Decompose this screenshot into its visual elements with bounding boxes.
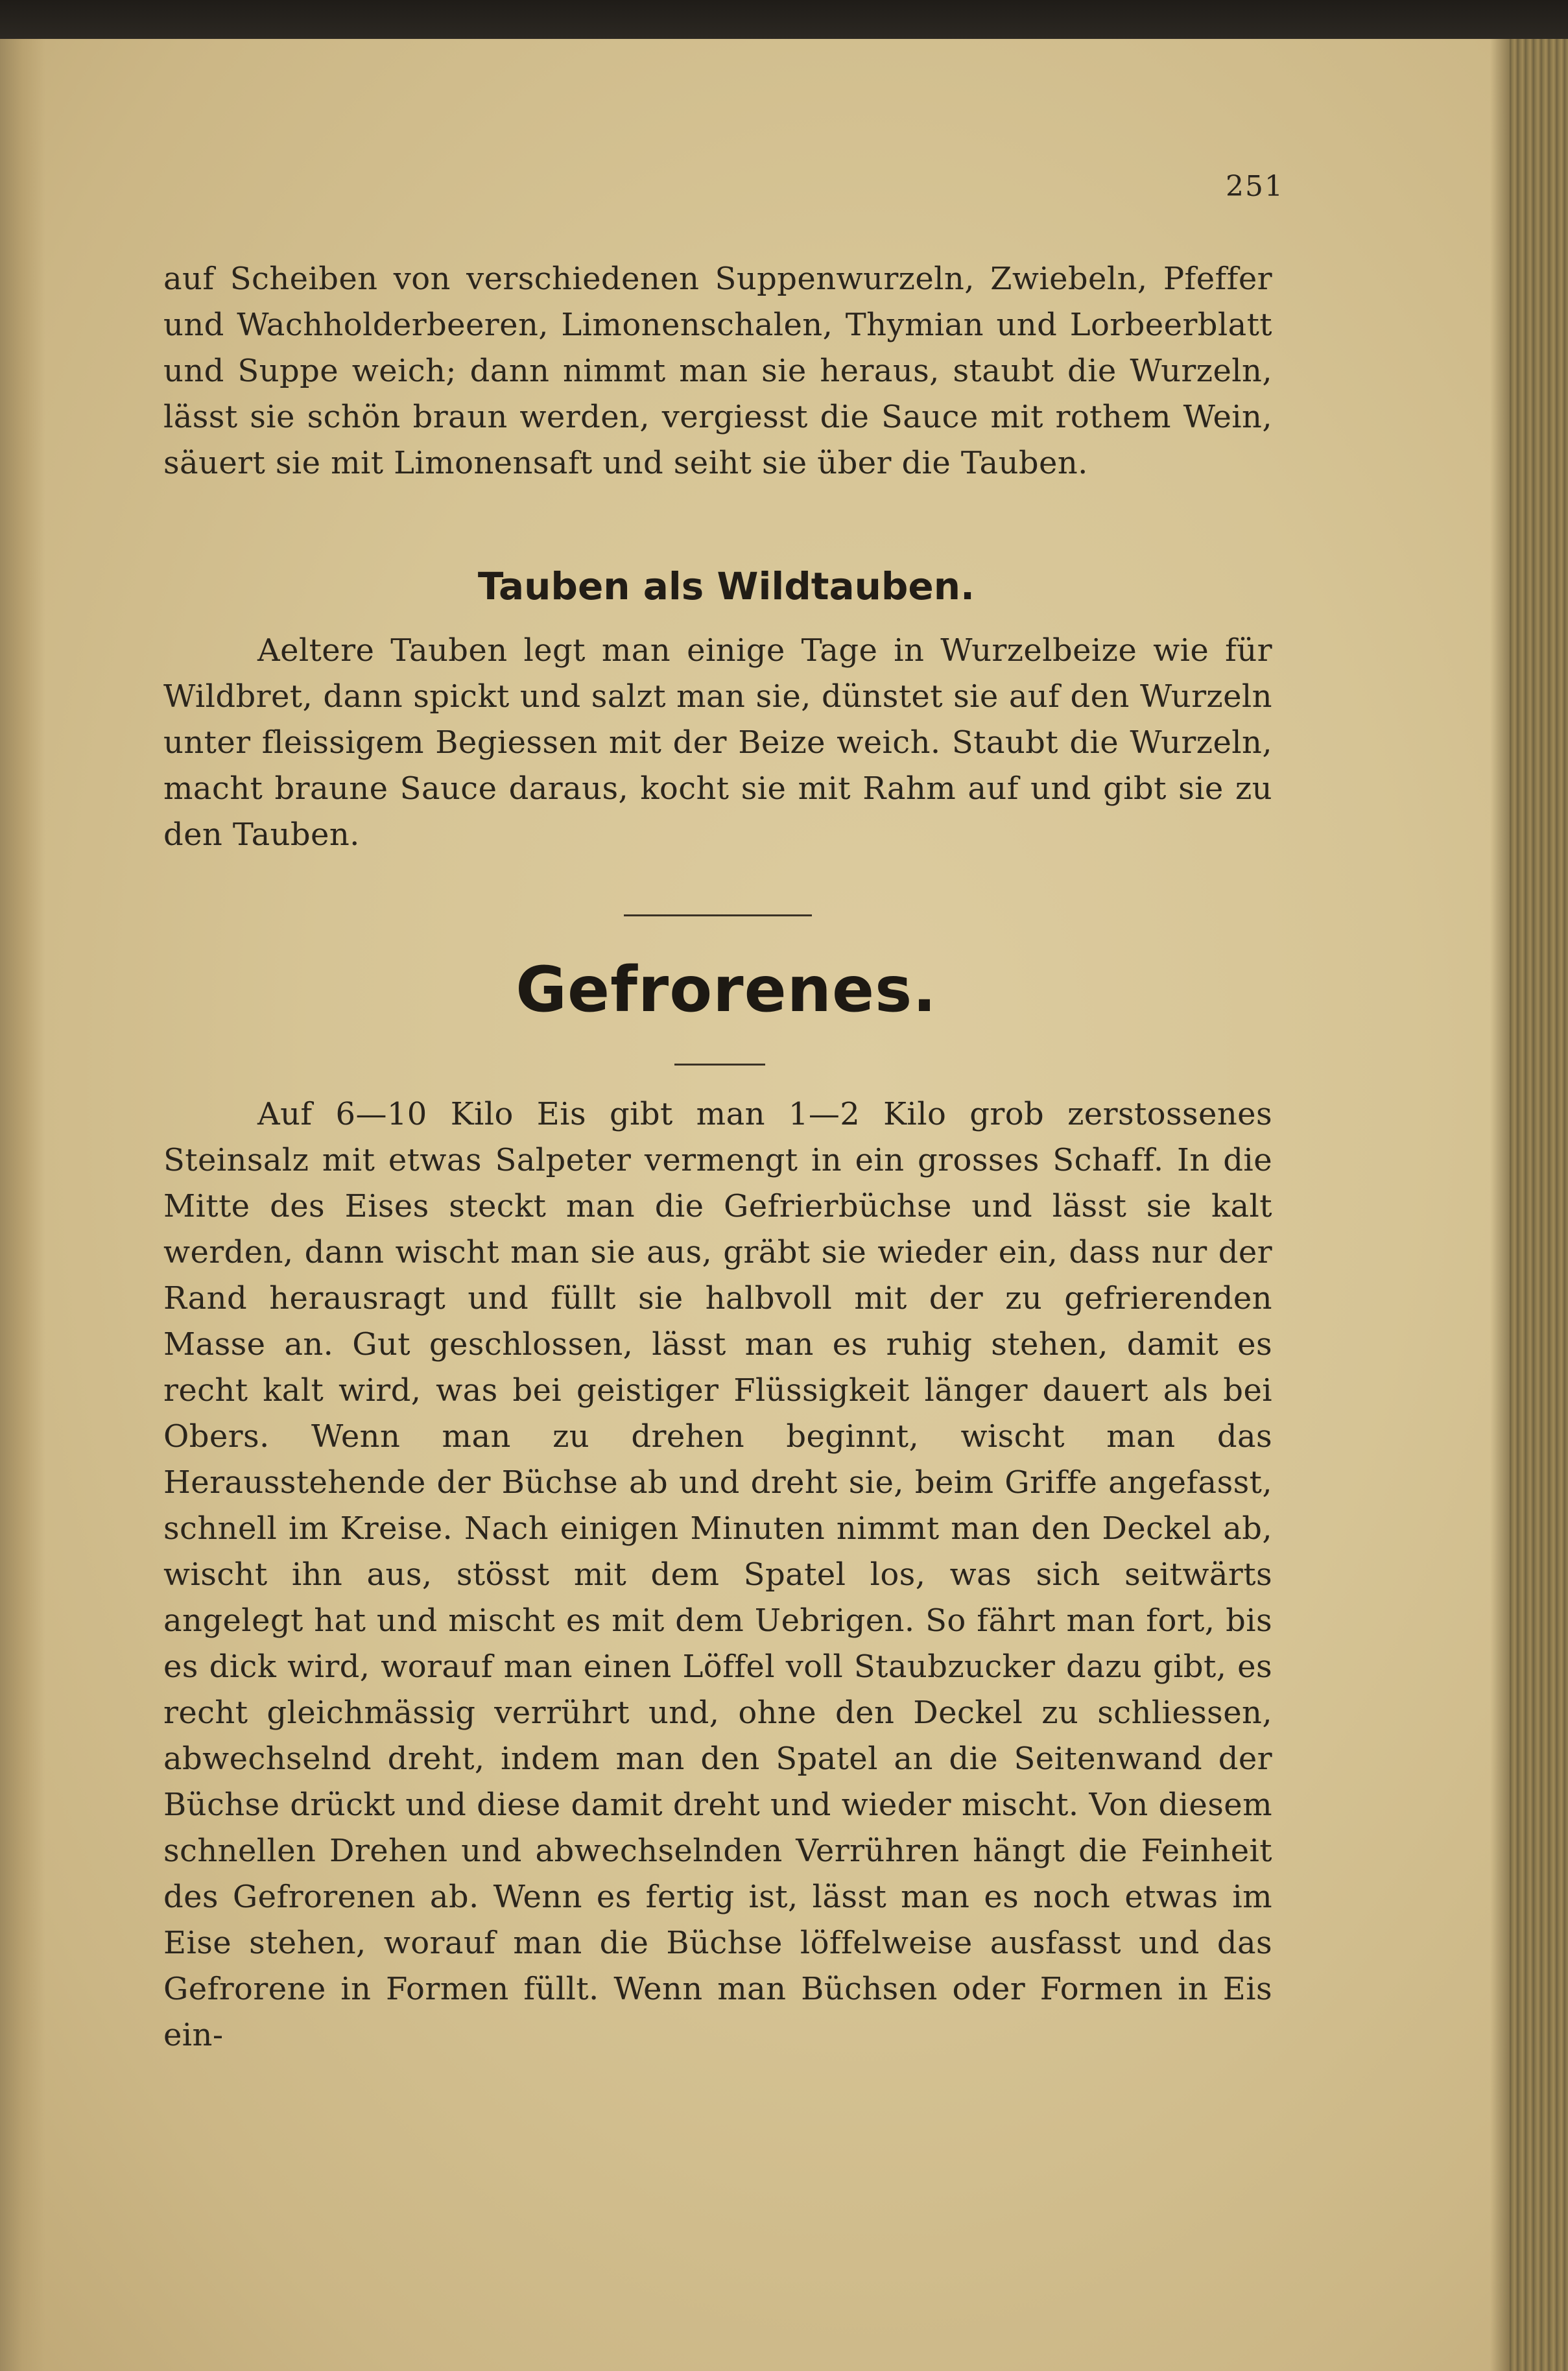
recipe-subheading: Tauben als Wildtauben. (477, 564, 975, 608)
page-right-shadow (1490, 39, 1510, 2371)
page-number: 251 (1226, 170, 1284, 203)
page-left-edge (0, 39, 45, 2371)
section-divider (624, 914, 812, 916)
recipe-continuation-paragraph: auf Scheiben von verschiedenen Suppenwurzeln, Zwiebeln, Pfeffer und Wachholderbeeren, Limonenschalen, Thymian und Lorbeerblatt und Suppe weich; dann nimmt man sie heraus, staubt die Wurzeln, lässt sie schön braun werden, vergiesst die Sauce mit rothem Wein, säuert sie mit Limonensaft und seiht sie über die Tauben. (163, 261, 1272, 481)
heading-underline (674, 1064, 765, 1066)
page-stack-edge (1510, 39, 1568, 2371)
tauben-als-wildtauben-paragraph: Aeltere Tauben legt man einige Tage in Wurzelbeize wie für Wildbret, dann spickt und salzt man sie, dünstet sie auf den Wurzeln unter fleissigem Begiessen mit der Beize weich. Staubt die Wurzeln, macht braune Sauce daraus, kocht sie mit Rahm auf und gibt sie zu den Tauben. (163, 632, 1272, 853)
chapter-heading: Gefrorenes. (516, 953, 937, 1026)
gefrorenes-paragraph: Auf 6—10 Kilo Eis gibt man 1—2 Kilo grob zerstossenes Steinsalz mit etwas Salpeter vermengt in ein grosses Schaff. In die Mitte des Eises steckt man die Gefrierbüchse und lässt sie kalt werden, dann wischt man sie aus, gräbt sie wieder ein, dass nur der Rand herausragt und füllt sie halbvoll mit der zu gefrierenden Masse an. Gut geschlossen, lässt man es ruhig stehen, damit es recht kalt wird, was bei geistiger Flüssigkeit länger dauert als bei Obers. Wenn man zu drehen beginnt, wischt man das Herausstehende der Büchse ab und dreht sie, beim Griffe angefasst, schnell im Kreise. Nach einigen Minuten nimmt man den Deckel ab, wischt ihn aus, stösst mit dem Spatel los, was sich seitwärts angelegt hat und mischt es mit dem Uebrigen. So fährt man fort, bis es dick wird, worauf man einen Löffel voll Staubzucker dazu gibt, es recht gleichmässig verrührt und, ohne den Deckel zu schliessen, abwechselnd dreht, indem man den Spatel an die Seitenwand der Büchse drückt und diese damit dreht und wieder mischt. Von diesem schnellen Drehen und abwechselnden Verrühren hängt die Feinheit des Gefrorenen ab. Wenn es fertig ist, lässt man es noch etwas im Eise stehen, worauf man die Büchse löffelweise ausfasst und das Gefrorene in Formen füllt. Wenn man Büchsen oder Formen in Eis ein- (163, 1096, 1272, 2053)
